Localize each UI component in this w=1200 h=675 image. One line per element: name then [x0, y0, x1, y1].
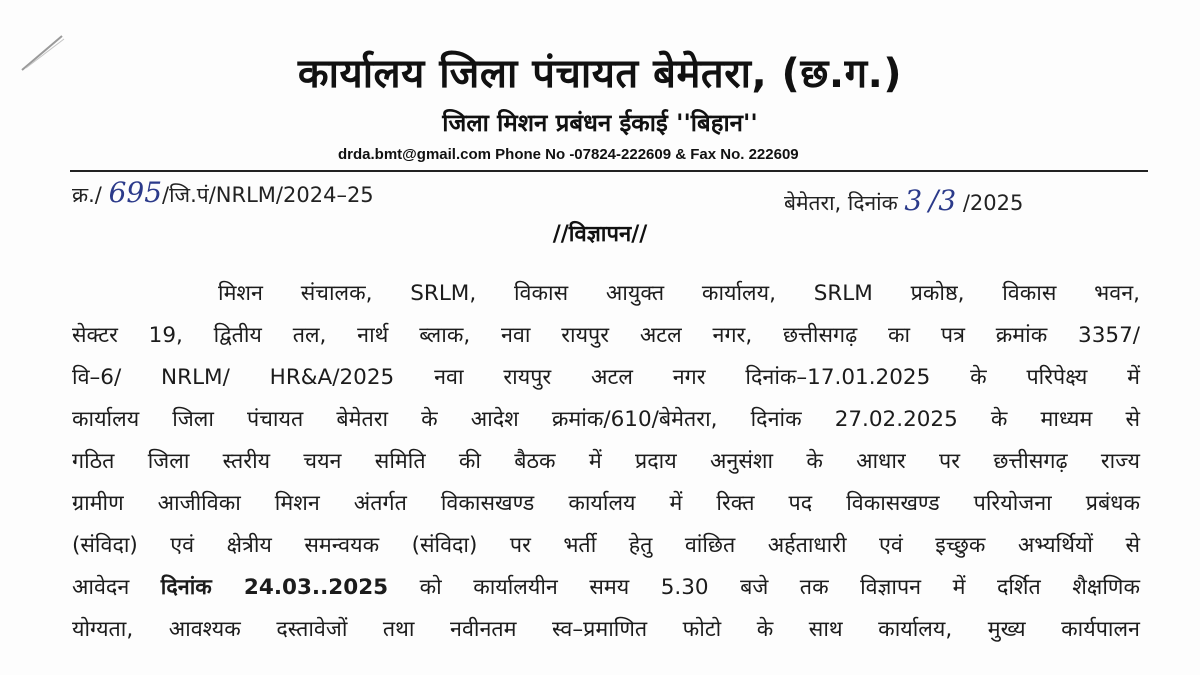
reference-suffix: /जि.पं/NRLM/2024–25: [162, 183, 374, 207]
body-line-8-pre: आवेदन: [72, 575, 130, 600]
office-title: कार्यालय जिला पंचायत बेमेतरा, (छ.ग.): [297, 51, 903, 97]
handwritten-month: /3: [928, 184, 957, 217]
body-line-2: सेक्टर 19, द्वितीय तल, नार्थ ब्लाक, नवा रायपुर अटल नगर, छत्तीसगढ़ का पत्र क्रमांक 3357/: [72, 323, 1140, 348]
date-year: /2025: [962, 191, 1024, 215]
reference-number: [72, 176, 374, 209]
unit-title: जिला मिशन प्रबंधन ईकाई ''बिहान'': [442, 109, 758, 137]
body-line-8: [72, 572, 1140, 601]
handwritten-day: 3: [904, 184, 923, 217]
contact-line: drda.bmt@gmail.com Phone No -07824-222609 & Fax No. 222609: [338, 146, 799, 163]
body-line-3: वि–6/ NRLM/ HR&A/2025 नवा रायपुर अटल नगर दिनांक–17.01.2025 के परिपेक्ष्य में: [72, 365, 1140, 390]
deadline-date: दिनांक 24.03..2025: [160, 575, 389, 600]
reference-prefix: क्र./: [72, 183, 102, 207]
body-line-6: ग्रामीण आजीविका मिशन अंतर्गत विकासखण्ड कार्यालय में रिक्त पद विकासखण्ड परियोजना प्रबंधक: [72, 491, 1140, 516]
handwritten-ref-number: 695: [108, 176, 163, 209]
body-line-5: गठित जिला स्तरीय चयन समिति की बैठक में प्रदाय अनुसंशा के आधार पर छत्तीसगढ़ राज्य: [72, 449, 1140, 474]
body-line-9: योग्यता, आवश्यक दस्तावेजों तथा नवीनतम स्व–प्रमाणित फोटो के साथ कार्यालय, मुख्य कार्यपालन: [72, 617, 1140, 642]
header-divider: [70, 170, 1148, 172]
body-line-4: कार्यालय जिला पंचायत बेमेतरा के आदेश क्रमांक/610/बेमेतरा, दिनांक 27.02.2025 के माध्यम से: [72, 407, 1140, 432]
body-line-8-post: को कार्यालयीन समय 5.30 बजे तक विज्ञापन में दर्शित शैक्षणिक: [419, 575, 1140, 600]
body-line-1: मिशन संचालक, SRLM, विकास आयुक्त कार्यालय, SRLM प्रकोष्ठ, विकास भवन,: [218, 281, 1140, 306]
place-date-prefix: बेमेतरा, दिनांक: [784, 191, 898, 215]
body-line-7: (संविदा) एवं क्षेत्रीय समन्वयक (संविदा) पर भर्ती हेतु वांछित अर्हताधारी एवं इच्छुक अभ्यर्थियों से: [72, 533, 1140, 558]
place-date: [784, 184, 1023, 217]
subject-heading: //विज्ञापन//: [552, 222, 648, 247]
